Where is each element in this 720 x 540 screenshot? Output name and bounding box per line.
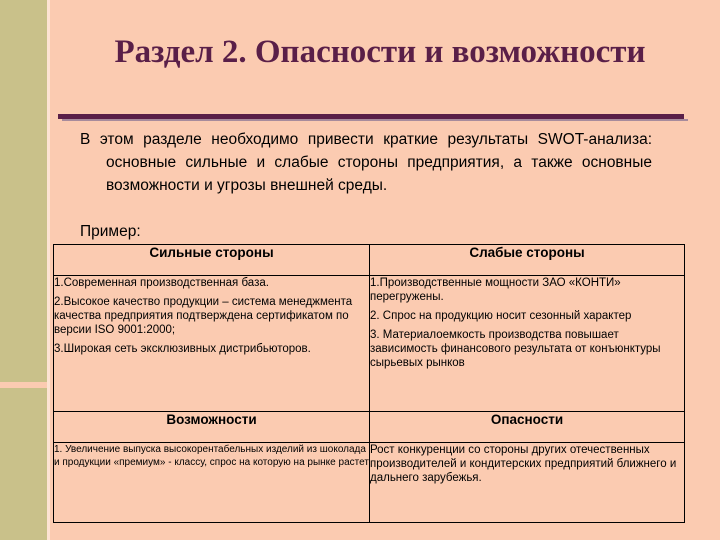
- sidebar-gap: [0, 382, 47, 388]
- swot-table: [53, 244, 685, 523]
- opportunity-item: 1. Увеличение выпуска высокорентабельных изделий из шоколада и продукции «премиум» - классу, спрос на которую на рынке растет: [54, 444, 369, 468]
- swot-header-row: [54, 412, 685, 443]
- strength-item: 1.Современная производственная база.: [54, 277, 269, 289]
- title-rule-shadow: [62, 119, 688, 121]
- weakness-item: 3. Материалоемкость производства повышает зависимость финансового результата от конъюнктуры сырьевых рынков: [370, 329, 661, 369]
- strengths-header: Сильные стороны: [54, 245, 370, 276]
- swot-row: [54, 276, 685, 412]
- weaknesses-header: Слабые стороны: [370, 245, 685, 276]
- weaknesses-cell: [370, 276, 685, 412]
- slide-title: Раздел 2. Опасности и возможности: [114, 34, 646, 70]
- threats-cell: [370, 443, 685, 523]
- swot-header-row: [54, 245, 685, 276]
- strength-item: 3.Широкая сеть эксклюзивных дистрибьюторов.: [54, 343, 311, 355]
- threat-item: Рост конкуренции со стороны других отечественных производителей и кондитерских предприятий ближнего и дальнего зарубежья.: [370, 444, 677, 484]
- strength-item: 2.Высокое качество продукции – система менеджмента качества предприятия подтверждена сертификатом по версии ISO 9001:2000;: [54, 296, 353, 336]
- intro-paragraph: В этом разделе необходимо привести краткие результаты SWOT-анализа: основные сильные и слабые стороны предприятия, а также основные возможности и угрозы внешней среды.: [80, 131, 652, 194]
- swot-row: [54, 443, 685, 523]
- title-rule: [58, 114, 684, 119]
- strengths-cell: [54, 276, 370, 412]
- opportunities-cell: [54, 443, 370, 523]
- sidebar-divider: [47, 0, 50, 540]
- threats-header: Опасности: [370, 412, 685, 443]
- decorative-sidebar: [0, 0, 47, 540]
- weakness-item: 2. Спрос на продукцию носит сезонный характер: [370, 310, 632, 322]
- opportunities-header: Возможности: [54, 412, 370, 443]
- weakness-item: 1.Производственные мощности ЗАО «КОНТИ» перегружены.: [370, 277, 621, 303]
- example-label: Пример:: [80, 223, 141, 240]
